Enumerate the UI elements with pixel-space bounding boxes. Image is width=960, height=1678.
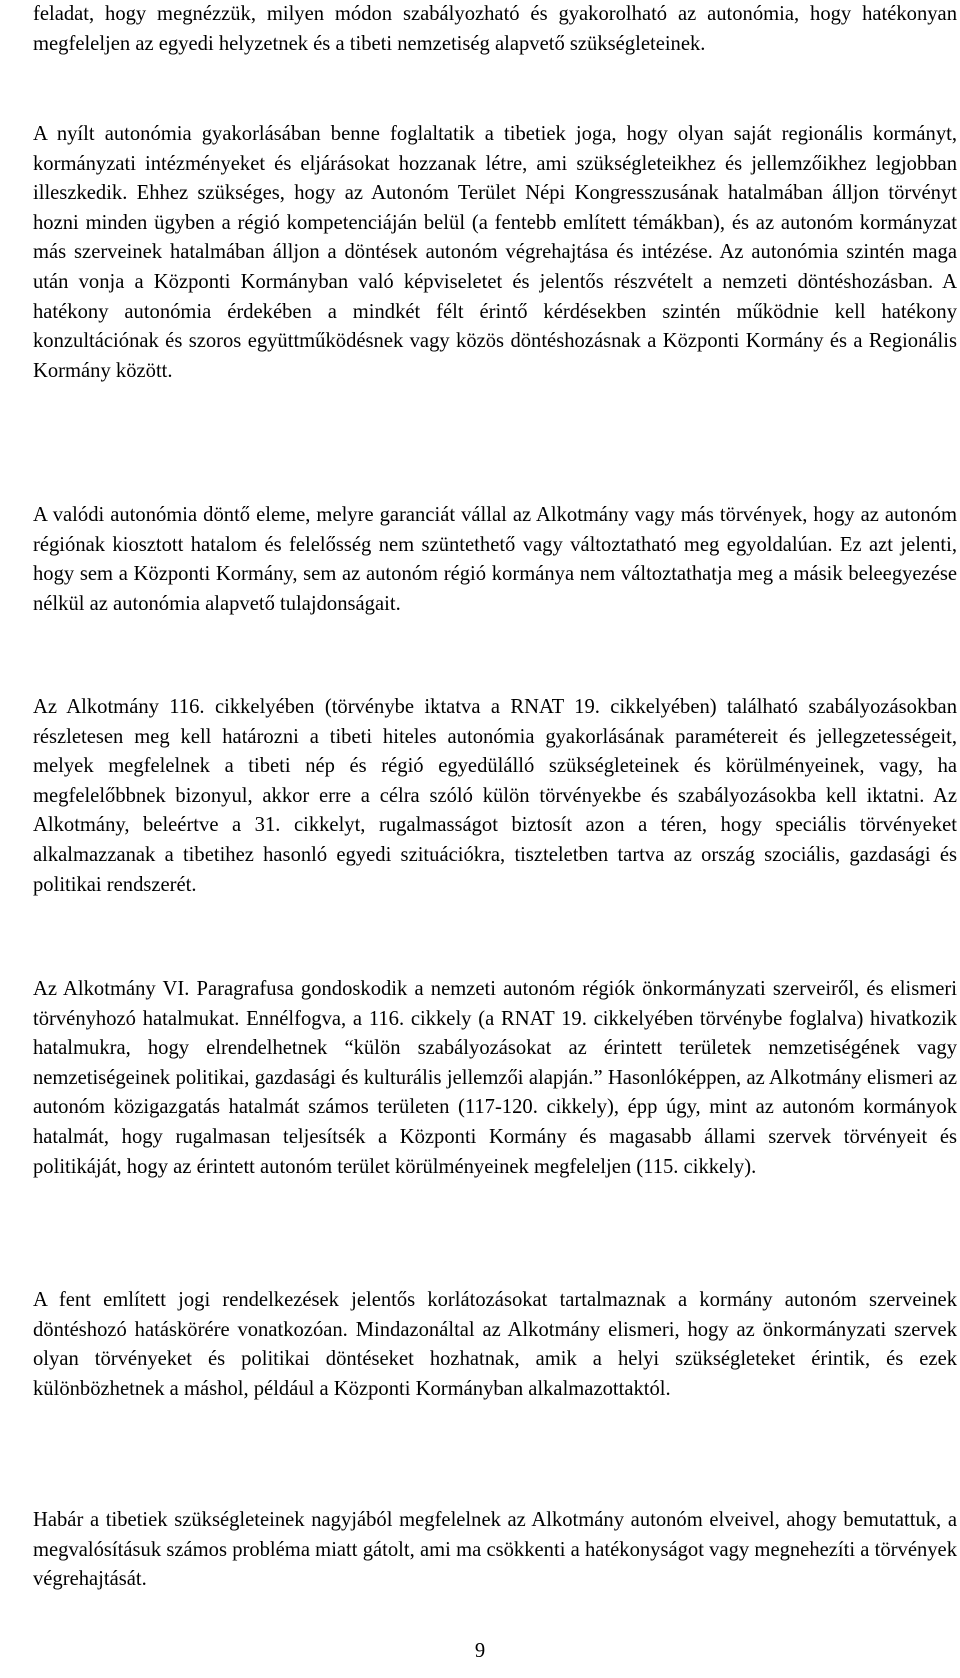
paragraph-4: Az Alkotmány 116. cikkelyében (törvénybe iktatva a RNAT 19. cikkelyében) található szabályozásokban részletesen meg kell határozni a tibeti hiteles autonómia gyakorlásának paramétereit és jellegzetességeit, melyek megfelelnek a tibeti nép és régió egyedülálló szükségleteinek és körülményeinek, vagy, ha megfelelőbbnek bizonyul, akkor erre a célra szóló külön törvényekbe és szabályozásokba kell iktatni. Az Alkotmány, beleértve a 31. cikkelyt, rugalmasságot biztosít azon a téren, hogy speciális törvényeket alkalmazzanak a tibetihez hasonló egyedi szituációkra, tiszteletben tartva az ország szociális, gazdasági és politikai rendszerét. — [33, 696, 957, 896]
paragraph-3: A valódi autonómia döntő eleme, melyre garanciát vállal az Alkotmány vagy más törvények, hogy az autonóm régiónak kiosztott hatalom és felelősség nem szüntethető vagy változtatható meg egyoldalúan. Ez azt jelenti, hogy sem a Központi Kormány, sem az autonóm régió kormánya nem változtathatja meg a másik beleegyezése nélkül az autonómia alapvető tulajdonságait. — [33, 504, 957, 615]
paragraph-6: A fent említett jogi rendelkezések jelentős korlátozásokat tartalmaznak a kormány autonóm szerveinek döntéshozó hatáskörére vonatkozóan. Mindazonáltal az Alkotmány elismeri, hogy az önkormányzati szervek olyan törvényeket és politikai döntéseket hozhatnak, amik a helyi szükségleteket érintik, és ezek különbözhetnek a máshol, például a Központi Kormányban alkalmazottaktól. — [33, 1289, 957, 1400]
paragraph-5: Az Alkotmány VI. Paragrafusa gondoskodik a nemzeti autonóm régiók önkormányzati szerveiről, és elismeri törvényhozó hatalmukat. Ennélfogva, a 116. cikkely (a RNAT 19. cikkelyében törvénybe foglalva) hivatkozik hatalmukra, hogy elrendelhetnek “külön szabályozásokat az érintett területek nemzetiségének vagy nemzetiségeinek politikai, gazdasági és kulturális jellemzői alapján.” Hasonlóképpen, az Alkotmány elismeri az autonóm közigazgatás hatalmát számos területen (117-120. cikkely), épp úgy, mint az autonóm kormányok hatalmát, hogy rugalmasan teljesítsék a Központi Kormány és magasabb állami szervek törvényeit és politikáját, hogy az érintett autonóm terület körülményeinek megfeleljen (115. cikkely). — [33, 978, 957, 1178]
paragraph-2: A nyílt autonómia gyakorlásában benne foglaltatik a tibetiek joga, hogy olyan saját regionális kormányt, kormányzati intézményeket és eljárásokat hozzanak létre, ami szükségleteikhez és jellemzőikhez legjobban illeszkedik. Ehhez szükséges, hogy az Autonóm Terület Népi Kongresszusának hatalmában álljon törvényt hozni minden ügyben a régió kompetenciáján belül (a fentebb említett témákban), és az autonóm kormányzat más szerveinek hatalmában álljon a döntések autonóm végrehajtása és intézése. Az autonómia szintén maga után vonja a Központi Kormányban való képviseletet és jelentős részvételt a nemzeti döntéshozásban. A hatékony autonómia érdekében a mindkét félt érintő kérdésekben szintén működnie kell hatékony konzultációnak és szoros együttműködésnek vagy közös döntéshozásnak a Központi Kormány és a Regionális Kormány között. — [33, 123, 957, 382]
paragraph-7: Habár a tibetiek szükségleteinek nagyjából megfelelnek az Alkotmány autonóm elveivel, ahogy bemutattuk, a megvalósításuk számos probléma miatt gátolt, ami ma csökkenti a hatékonyságot vagy megnehezíti a törvények végrehajtását. — [33, 1509, 957, 1591]
page-number: 9 — [474, 1640, 486, 1662]
paragraph-1: feladat, hogy megnézzük, milyen módon szabályozható és gyakorolható az autonómia, hogy hatékonyan megfeleljen az egyedi helyzetnek és a tibeti nemzetiség alapvető szükségleteinek. — [33, 3, 957, 55]
